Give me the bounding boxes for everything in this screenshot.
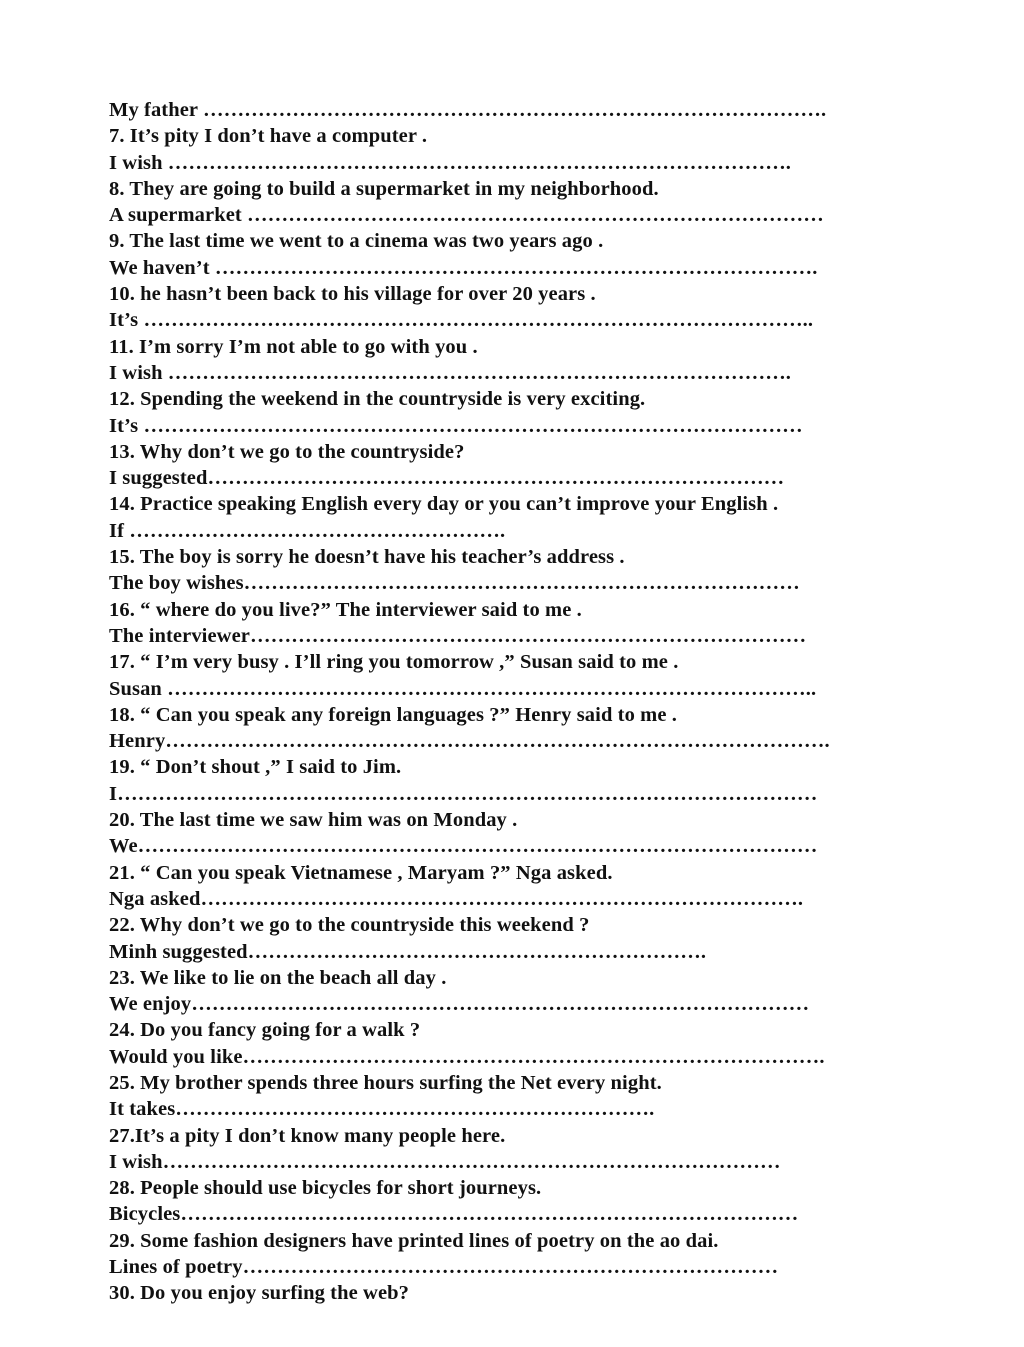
- answer-line: It’s ……………………………………………………………………………………: [109, 414, 803, 437]
- question-line: 29. Some fashion designers have printed lines of poetry on the ao dai.: [109, 1229, 719, 1252]
- answer-line: A supermarket …………………………………………………………………………: [109, 204, 824, 227]
- answer-line: If ……………………………………………….: [109, 519, 506, 542]
- question-line: 8. They are going to build a supermarket in my neighborhood.: [109, 177, 659, 200]
- question-line: 23. We like to lie on the beach all day .: [109, 966, 447, 989]
- question-line: 27.It’s a pity I don’t know many people here.: [109, 1124, 506, 1147]
- question-line: 25. My brother spends three hours surfing the Net every night.: [109, 1071, 662, 1094]
- question-line: 15. The boy is sorry he doesn’t have his teacher’s address .: [109, 546, 625, 569]
- question-line: 14. Practice speaking English every day or you can’t improve your English .: [109, 493, 779, 516]
- question-line: 7. It’s pity I don’t have a computer .: [109, 125, 428, 148]
- answer-line: We haven’t …………………………………………………………………………….: [109, 256, 818, 279]
- question-line: 28. People should use bicycles for short journeys.: [109, 1177, 542, 1200]
- answer-line: Susan …………………………………………………………………………………..: [109, 677, 817, 700]
- answer-line: I wish ……………………………………………………………………………….: [109, 151, 792, 174]
- question-line: 30. Do you enjoy surfing the web?: [109, 1282, 409, 1305]
- answer-line: Lines of poetry……………………………………………………………………: [109, 1256, 779, 1279]
- answer-line: It’s ……………………………………………………………………………………..: [109, 309, 814, 332]
- answer-line: I wish ……………………………………………………………………………….: [109, 361, 792, 384]
- answer-line: My father ……………………………………………………………………………….: [109, 99, 827, 121]
- answer-line: Henry…………………………………………………………………………………….: [109, 730, 830, 753]
- answer-line: Bicycles………………………………………………………………………………: [109, 1203, 799, 1226]
- question-line: 17. “ I’m very busy . I’ll ring you tomorrow ,” Susan said to me .: [109, 651, 679, 674]
- question-line: 22. Why don’t we go to the countryside this weekend ?: [109, 914, 590, 937]
- answer-line: We………………………………………………………………………………………: [109, 835, 818, 858]
- question-line: 20. The last time we saw him was on Monday .: [109, 809, 518, 832]
- answer-line: It takes…………………………………………………………….: [109, 1098, 655, 1121]
- answer-line: The boy wishes………………………………………………………………………: [109, 572, 800, 595]
- answer-line: Would you like………………………………………………………………………….: [109, 1045, 825, 1068]
- question-line: 21. “ Can you speak Vietnamese , Maryam ?” Nga asked.: [109, 861, 613, 884]
- question-line: 10. he hasn’t been back to his village for over 20 years .: [109, 283, 596, 306]
- question-line: 12. Spending the weekend in the countryside is very exciting.: [109, 388, 646, 411]
- answer-line: I wish………………………………………………………………………………: [109, 1150, 781, 1173]
- question-line: 13. Why don’t we go to the countryside?: [109, 440, 465, 463]
- exercise-page: [109, 97, 879, 1307]
- question-line: 19. “ Don’t shout ,” I said to Jim.: [109, 756, 402, 779]
- answer-line: Minh suggested………………………………………………………….: [109, 940, 707, 963]
- answer-line: We enjoy………………………………………………………………………………: [109, 993, 810, 1016]
- answer-line: I…………………………………………………………………………………………: [109, 782, 818, 805]
- answer-line: The interviewer………………………………………………………………………: [109, 624, 807, 647]
- question-line: 24. Do you fancy going for a walk ?: [109, 1019, 421, 1042]
- question-line: 16. “ where do you live?” The interviewer said to me .: [109, 598, 582, 621]
- answer-line: Nga asked…………………………………………………………………………….: [109, 887, 804, 910]
- question-line: 9. The last time we went to a cinema was two years ago .: [109, 230, 604, 253]
- question-line: 11. I’m sorry I’m not able to go with you .: [109, 335, 478, 358]
- answer-line: I suggested…………………………………………………………………………: [109, 467, 785, 490]
- question-line: 18. “ Can you speak any foreign languages ?” Henry said to me .: [109, 703, 678, 726]
